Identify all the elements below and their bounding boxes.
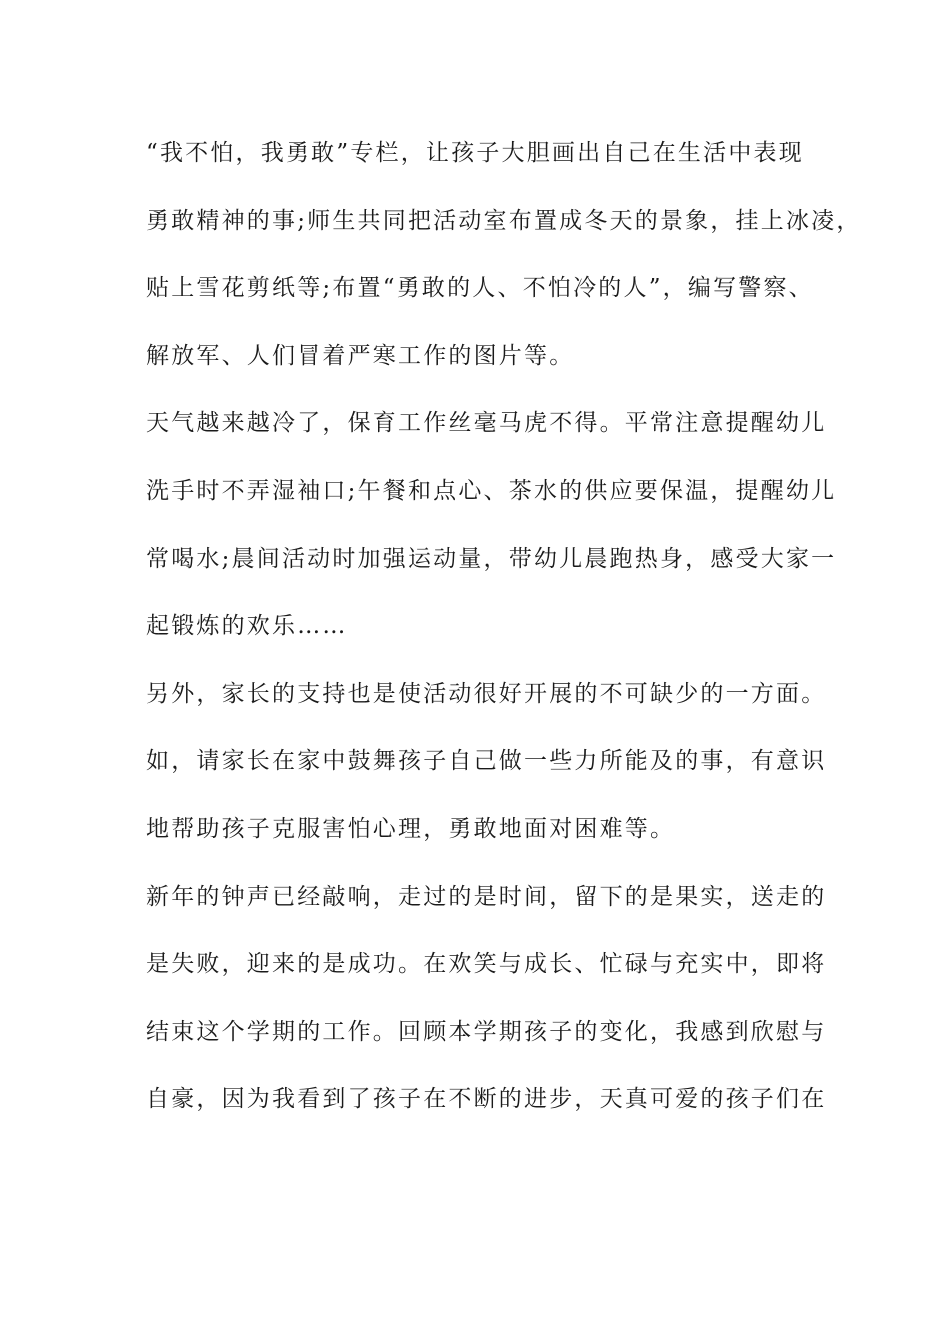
text-line: 解放军、人们冒着严寒工作的图片等。 [146, 342, 575, 369]
text-line: 贴上雪花剪纸等;布置“勇敢的人、不怕冷的人”，编写警察、 [146, 275, 814, 302]
text-line: 勇敢精神的事;师生共同把活动室布置成冬天的景象，挂上冰凌， [146, 207, 862, 234]
text-line: 是失败，迎来的是成功。在欢笑与成长、忙碌与充实中，即将 [146, 951, 827, 978]
text-line: 另外，家长的支持也是使活动很好开展的不可缺少的一方面。 [146, 680, 827, 707]
text-line: “我不怕，我勇敢”专栏，让孩子大胆画出自己在生活中表现 [146, 140, 804, 166]
text-line: 洗手时不弄湿袖口;午餐和点心、茶水的供应要保温，提醒幼儿 [146, 477, 837, 504]
text-line: 如，请家长在家中鼓舞孩子自己做一些力所能及的事，有意识 [146, 748, 827, 775]
text-line: 地帮助孩子克服害怕心理，勇敢地面对困难等。 [146, 815, 676, 842]
text-line: 天气越来越冷了，保育工作丝毫马虎不得。平常注意提醒幼儿 [146, 410, 827, 437]
text-line: 结束这个学期的工作。回顾本学期孩子的变化，我感到欣慰与 [146, 1018, 827, 1045]
document-body [146, 127, 862, 1141]
text-line: 起锻炼的欢乐…… [146, 613, 348, 640]
text-line: 常喝水;晨间活动时加强运动量，带幼儿晨跑热身，感受大家一 [146, 545, 837, 572]
text-line: 自豪，因为我看到了孩子在不断的进步，天真可爱的孩子们在 [146, 1086, 827, 1113]
text-line: 新年的钟声已经敲响，走过的是时间，留下的是果实，送走的 [146, 883, 827, 910]
